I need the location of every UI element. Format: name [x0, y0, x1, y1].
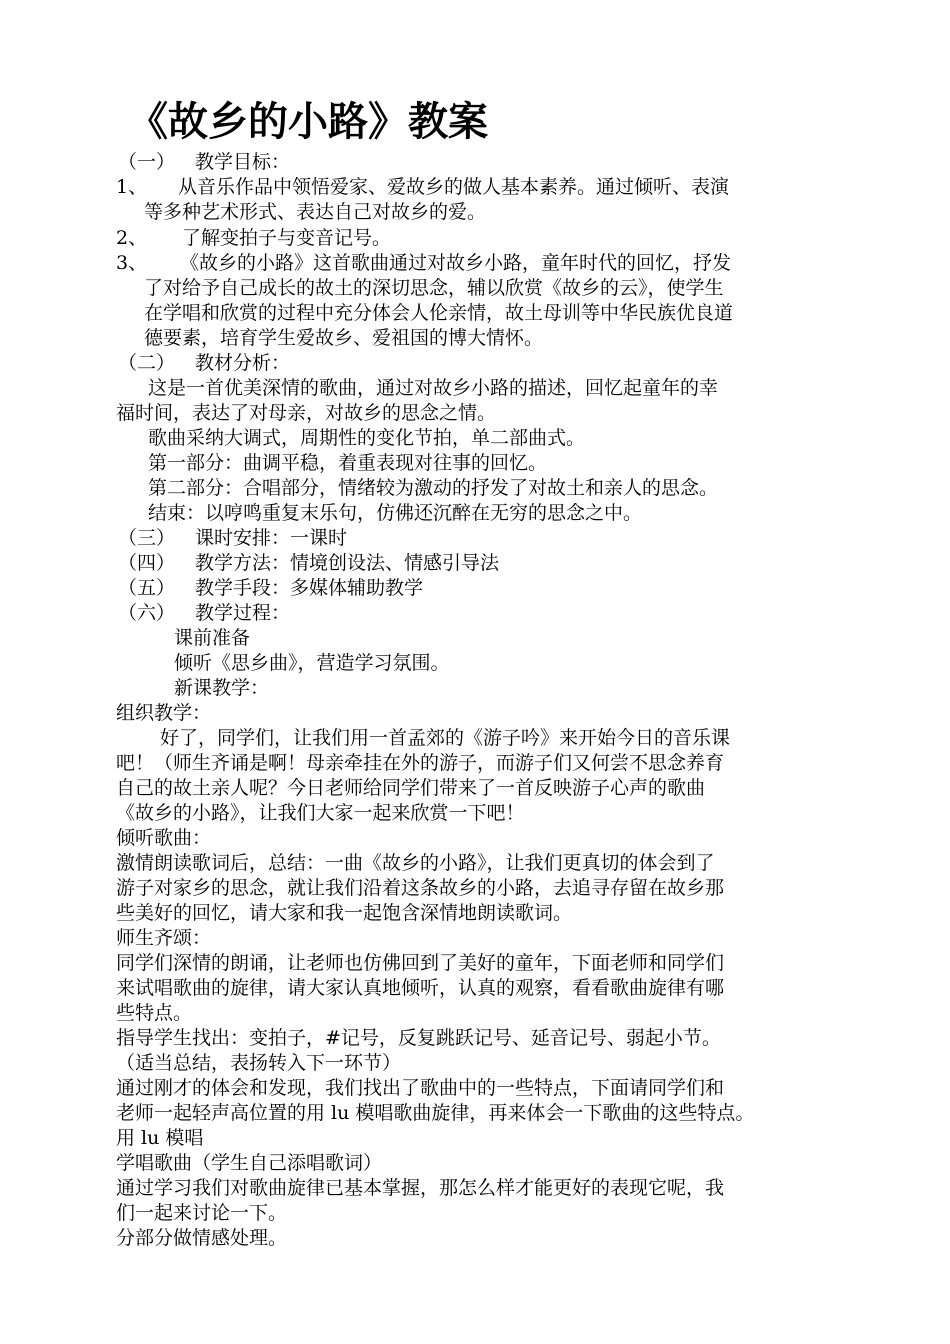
paragraph-text: 自己的故土亲人呢？今日老师给同学们带来了一首反映游子心声的歌曲: [116, 777, 706, 799]
section-number: （一）: [118, 151, 176, 173]
section-title: 教材分析：: [195, 352, 291, 374]
section-title: 教学手段：多媒体辅助教学: [195, 577, 424, 599]
section-title: 教学方法：情境创设法、情感引导法: [195, 552, 500, 574]
paragraph-text: 好了，同学们，让我们用一首孟郊的《游子吟》来开始今日的音乐课: [160, 727, 731, 749]
section-number: （六）: [118, 602, 176, 624]
section-title: 教学目标：: [195, 151, 291, 173]
section-number: （四）: [118, 552, 176, 574]
paragraph-text: （适当总结，表扬转入下一环节）: [116, 1052, 402, 1074]
paragraph-text: 这是一首优美深情的歌曲，通过对故乡小路的描述，回忆起童年的幸: [148, 377, 719, 399]
paragraph-text: 用 lu 模唱: [116, 1127, 204, 1149]
list-item-number: 1、: [116, 176, 148, 198]
list-item-text: 德要素，培育学生爱故乡、爱祖国的博大情怀。: [144, 327, 544, 349]
section-title: 课时安排：一课时: [195, 527, 348, 549]
section-heading: [118, 601, 290, 625]
paragraph-text: 们一起来讨论一下。: [116, 1202, 288, 1224]
subheading: 倾听歌曲：: [116, 827, 212, 849]
list-item-text: 在学唱和欣赏的过程中充分体会人伦亲情，故土母训等中华民族优良道: [144, 302, 734, 324]
process-step: 新课教学：: [174, 677, 270, 699]
paragraph-text: 歌曲采纳大调式，周期性的变化节拍，单二部曲式。: [148, 427, 586, 449]
paragraph-text: 通过刚才的体会和发现，我们找出了歌曲中的一些特点，下面请同学们和: [116, 1077, 725, 1099]
section-heading: [118, 526, 347, 550]
paragraph-text: 《故乡的小路》，让我们大家一起来欣赏一下吧！: [116, 802, 525, 824]
section-number: （五）: [118, 577, 176, 599]
paragraph-text: 同学们深情的朗诵，让老师也仿佛回到了美好的童年，下面老师和同学们: [116, 952, 725, 974]
paragraph-text: 第二部分：合唱部分，情绪较为激动的抒发了对故土和亲人的思念。: [148, 477, 719, 499]
paragraph-text: 结束：以哼鸣重复末乐句，仿佛还沉醉在无穷的思念之中。: [148, 502, 643, 524]
paragraph-text: 吧！（师生齐诵是啊！母亲牵挂在外的游子，而游子们又何尝不思念养育: [116, 752, 725, 774]
process-step: 课前准备: [174, 627, 251, 649]
list-item-text: 《故乡的小路》这首歌曲通过对故乡小路，童年时代的回忆，抒发: [180, 252, 732, 274]
section-heading: [118, 576, 423, 600]
paragraph-text: 第一部分：曲调平稳，着重表现对往事的回忆。: [148, 452, 548, 474]
paragraph-text: 些美好的回忆，请大家和我一起饱含深情地朗读歌词。: [116, 902, 573, 924]
section-title: 教学过程：: [195, 602, 291, 624]
process-step: 倾听《思乡曲》，营造学习氛围。: [174, 652, 450, 674]
list-item-text: 了解变拍子与变音记号。: [182, 227, 392, 249]
list-item-text: 等多种艺术形式、表达自己对故乡的爱。: [144, 201, 487, 223]
paragraph-text: 老师一起轻声高位置的用 lu 模唱歌曲旋律，再来体会一下歌曲的这些特点。: [116, 1102, 755, 1124]
paragraph-text: 福时间，表达了对母亲，对故乡的思念之情。: [116, 402, 497, 424]
section-heading: [118, 351, 290, 375]
paragraph-text: 通过学习我们对歌曲旋律已基本掌握，那怎么样才能更好的表现它呢，我: [116, 1177, 725, 1199]
paragraph-text: 学唱歌曲（学生自己添唱歌词）: [116, 1152, 383, 1174]
document-title: 《故乡的小路》教案: [128, 99, 488, 145]
paragraph-text: 来试唱歌曲的旋律，请大家认真地倾听，认真的观察，看看歌曲旋律有哪: [116, 977, 725, 999]
paragraph-text: 分部分做情感处理。: [116, 1227, 288, 1249]
section-number: （二）: [118, 352, 176, 374]
list-item-text: 从音乐作品中领悟爱家、爱故乡的做人基本素养。通过倾听、表演: [178, 176, 730, 198]
list-item-text: 了对给予自己成长的故土的深切思念，辅以欣赏《故乡的云》，使学生: [144, 277, 724, 299]
paragraph-text: 指导学生找出：变拍子，#记号，反复跳跃记号、延音记号、弱起小节。: [116, 1027, 721, 1049]
paragraph-text: 些特点。: [116, 1002, 193, 1024]
subheading: 组织教学：: [116, 702, 212, 724]
list-item-number: 3、: [116, 252, 148, 274]
paragraph-text: 激情朗读歌词后，总结：一曲《故乡的小路》，让我们更真切的体会到了: [116, 852, 715, 874]
subheading: 师生齐颂：: [116, 927, 212, 949]
section-number: （三）: [118, 527, 176, 549]
section-heading: [118, 551, 499, 575]
section-heading: [118, 150, 290, 174]
list-item-number: 2、: [116, 227, 148, 249]
paragraph-text: 游子对家乡的思念，就让我们沿着这条故乡的小路，去追寻存留在故乡那: [116, 877, 725, 899]
